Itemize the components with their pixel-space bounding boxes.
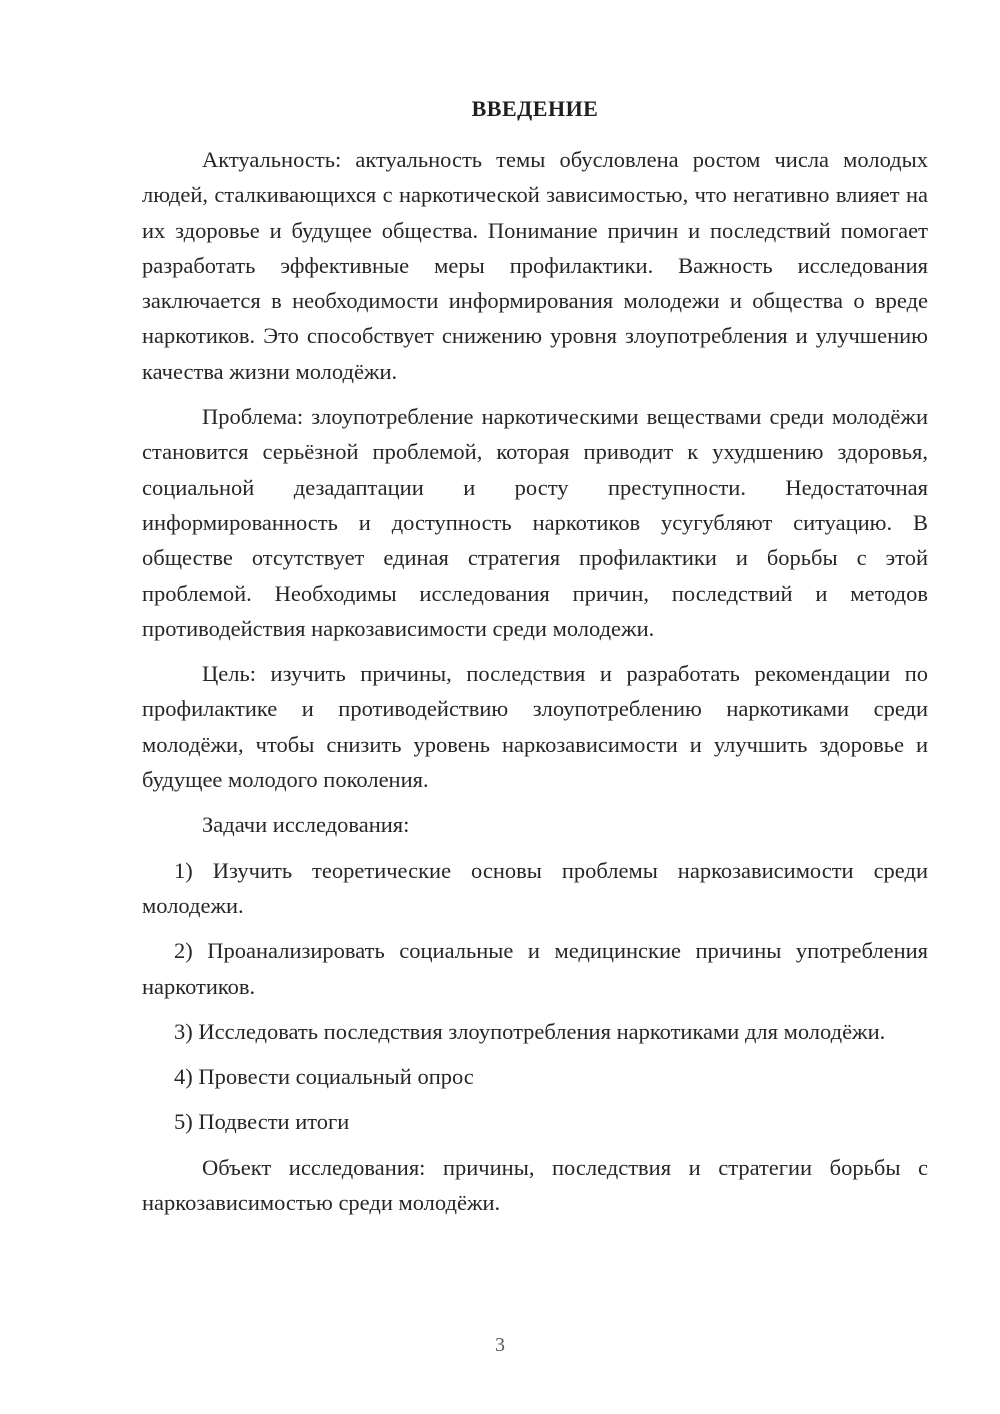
- paragraph-object: Объект исследования: причины, последствия и стратегии борьбы с наркозависимостью среди молодёжи.: [142, 1154, 928, 1216]
- task-item-4: 4) Провести социальный опрос: [174, 1064, 474, 1090]
- section-heading: ВВЕДЕНИЕ: [471, 96, 599, 121]
- task-item-5: 5) Подвести итоги: [174, 1109, 350, 1135]
- task-item-2: 2) Проанализировать социальные и медицинские причины употребления наркотиков.: [142, 938, 928, 999]
- paragraph-goal: Цель: изучить причины, последствия и разработать рекомендации по профилактике и противодействию злоупотреблению наркотиками среди молодёжи, чтобы снизить уровень наркозависимости и улучшить здоровье и будущее молодого поколения.: [142, 661, 928, 793]
- paragraph-problem: Проблема: злоупотребление наркотическими веществами среди молодёжи становится серьёзной проблемой, которая приводит к ухудшению здоровья, социальной дезадаптации и росту преступности. Недостаточная информированность и доступность наркотиков усугубляют ситуацию. В обществе отсутствует единая стратегия профилактики и борьбы с этой проблемой. Необходимы исследования причин, последствий и методов противодействия наркозависимости среди молодежи.: [142, 404, 928, 641]
- task-item-3: 3) Исследовать последствия злоупотребления наркотиками для молодёжи.: [174, 1018, 886, 1044]
- page-number: 3: [495, 1334, 505, 1356]
- tasks-heading: Задачи исследования:: [202, 812, 410, 838]
- document-body: [142, 142, 928, 1230]
- paragraph-relevance: Актуальность: актуальность темы обусловлена ростом числа молодых людей, сталкивающихся с наркотической зависимостью, что негативно влияет на их здоровье и будущее общества. Понимание причин и последствий помогает разработать эффективные меры профилактики. Важность исследования заключается в необходимости информирования молодежи и общества о вреде наркотиков. Это способствует снижению уровня злоупотребления и улучшению качества жизни молодёжи.: [142, 147, 928, 384]
- task-item-1: 1) Изучить теоретические основы проблемы наркозависимости среди молодежи.: [142, 857, 928, 918]
